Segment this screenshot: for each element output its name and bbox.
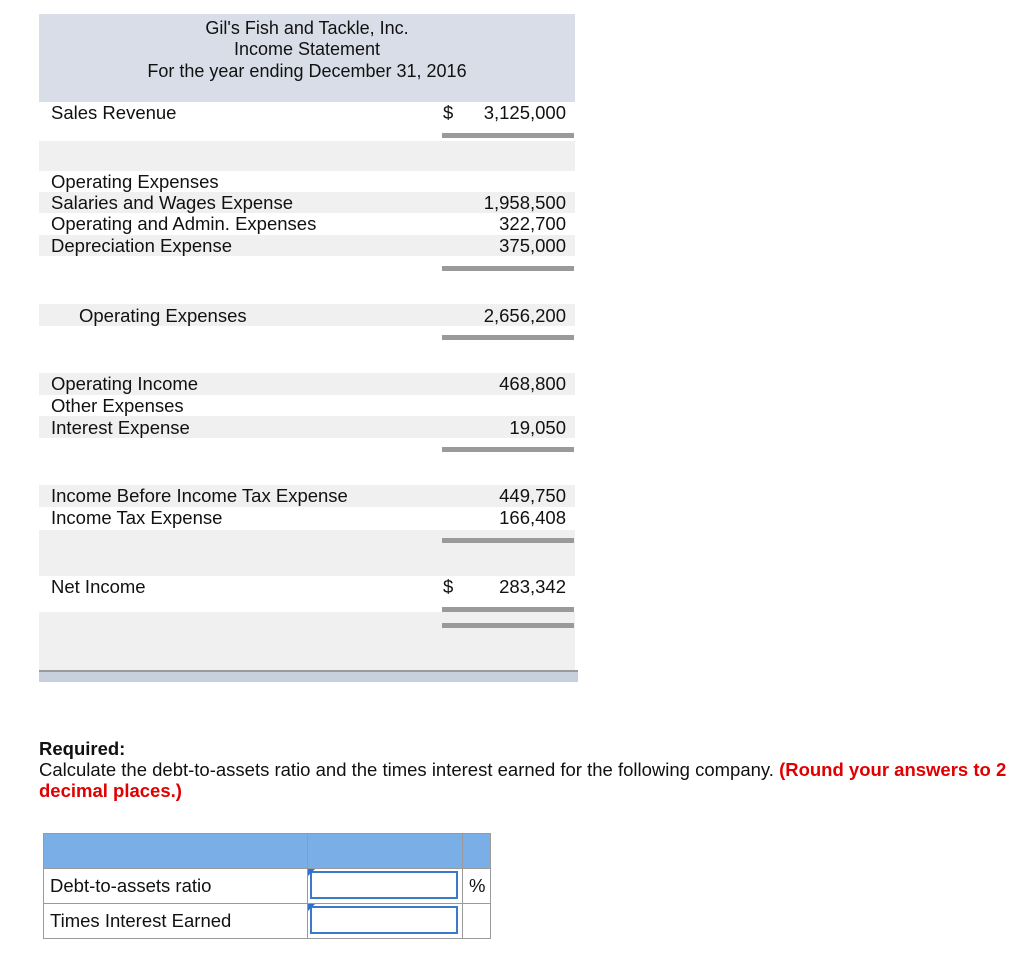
answer-table-header <box>44 834 491 869</box>
subtotal-rule <box>442 447 574 452</box>
unit-cell <box>463 904 491 939</box>
debt-to-assets-label: Debt-to-assets ratio <box>44 869 308 904</box>
required-instructions <box>39 738 1019 801</box>
required-heading: Required: <box>39 738 126 759</box>
income-tax-value: 166,408 <box>499 507 566 528</box>
answer-table <box>43 833 491 939</box>
required-text: Calculate the debt-to-assets ratio and the times interest earned for the following company. <box>39 759 780 780</box>
interest-expense-label: Interest Expense <box>51 417 190 438</box>
sales-revenue-label: Sales Revenue <box>51 102 177 123</box>
subtotal-rule <box>442 335 574 340</box>
net-income-value: 283,342 <box>499 576 566 597</box>
income-before-tax-label: Income Before Income Tax Expense <box>51 485 348 506</box>
operating-income-value: 468,800 <box>499 373 566 394</box>
sales-revenue-currency: $ <box>443 102 454 123</box>
interest-expense-value: 19,050 <box>509 417 566 438</box>
rounding-note: (Round your answers to 2 decimal places.) <box>39 759 1007 801</box>
input-flag-icon <box>308 904 315 911</box>
expense-label: Depreciation Expense <box>51 235 232 256</box>
expense-label: Operating and Admin. Expenses <box>51 213 317 234</box>
expense-label: Salaries and Wages Expense <box>51 192 294 213</box>
subtotal-rule <box>442 266 574 271</box>
income-before-tax-value: 449,750 <box>499 485 566 506</box>
total-operating-expenses-value: 2,656,200 <box>483 305 566 326</box>
debt-to-assets-input[interactable] <box>310 871 458 899</box>
percent-unit: % <box>463 869 491 904</box>
expense-value: 1,958,500 <box>483 192 566 213</box>
subtotal-rule <box>442 538 574 543</box>
times-interest-earned-label: Times Interest Earned <box>44 904 308 939</box>
statement-title: Income Statement <box>233 39 381 59</box>
company-name: Gil's Fish and Tackle, Inc. <box>205 18 409 38</box>
operating-income-label: Operating Income <box>51 373 199 394</box>
total-operating-expenses-label: Operating Expenses <box>79 305 247 326</box>
input-flag-icon <box>308 869 315 876</box>
required-body <box>39 759 1019 801</box>
double-rule-bottom <box>442 623 574 628</box>
table-row <box>44 904 491 939</box>
expense-value: 322,700 <box>499 213 566 234</box>
statement-period: For the year ending December 31, 2016 <box>147 61 467 81</box>
statement-header <box>39 14 575 102</box>
times-interest-earned-input[interactable] <box>310 906 458 934</box>
income-tax-label: Income Tax Expense <box>51 507 223 528</box>
sales-revenue-value: 3,125,000 <box>483 102 566 123</box>
expense-value: 375,000 <box>499 235 566 256</box>
statement-bottom-bar <box>39 670 578 682</box>
net-income-currency: $ <box>443 576 454 597</box>
income-statement <box>39 14 575 682</box>
operating-expenses-heading: Operating Expenses <box>51 171 219 192</box>
table-row <box>44 869 491 904</box>
subtotal-rule <box>442 133 574 138</box>
net-income-label: Net Income <box>51 576 146 597</box>
other-expenses-heading: Other Expenses <box>51 395 184 416</box>
